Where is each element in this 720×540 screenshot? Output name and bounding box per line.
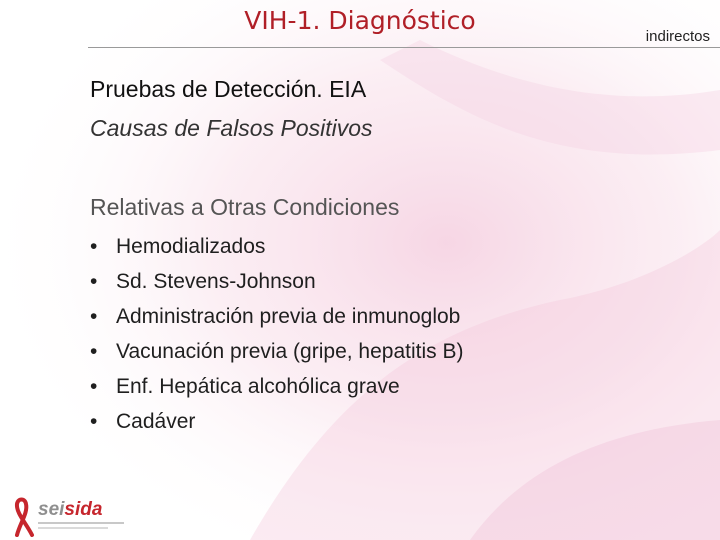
logo-wordmark <box>38 499 102 521</box>
bullet-list <box>90 229 463 439</box>
bullet-text: Administración previa de inmunoglob <box>116 305 461 328</box>
bullet-marker: • <box>90 375 98 398</box>
seisida-logo <box>8 495 138 537</box>
bullet-item <box>90 404 463 439</box>
logo-text-sida: sida <box>64 499 103 520</box>
bullet-marker: • <box>90 305 98 328</box>
header-divider <box>88 47 720 48</box>
bullet-item <box>90 334 463 369</box>
bullet-marker: • <box>90 410 98 433</box>
bullet-item <box>90 229 463 264</box>
bullet-text: Vacunación previa (gripe, hepatitis B) <box>116 340 464 363</box>
slide-subtitle: Causas de Falsos Positivos <box>90 115 373 141</box>
bullet-text: Enf. Hepática alcohólica grave <box>116 375 400 398</box>
red-ribbon-icon <box>8 495 38 537</box>
slide-header-title: VIH-1. Diagnóstico <box>244 6 476 35</box>
logo-tagline-line <box>38 522 124 524</box>
bullet-text: Cadáver <box>116 410 196 433</box>
bullet-item <box>90 264 463 299</box>
bullet-text: Sd. Stevens-Johnson <box>116 270 316 293</box>
bullet-marker: • <box>90 235 98 258</box>
bullet-text: Hemodializados <box>116 235 266 258</box>
logo-text-sei: sei <box>38 499 65 520</box>
bullet-item <box>90 299 463 334</box>
bullet-item <box>90 369 463 404</box>
logo-tagline-line <box>38 527 108 529</box>
bullet-marker: • <box>90 340 98 363</box>
slide-title: Pruebas de Detección. EIA <box>90 76 367 102</box>
section-heading: Relativas a Otras Condiciones <box>90 194 400 220</box>
bullet-marker: • <box>90 270 98 293</box>
header-side-text: indirectos <box>645 28 710 45</box>
